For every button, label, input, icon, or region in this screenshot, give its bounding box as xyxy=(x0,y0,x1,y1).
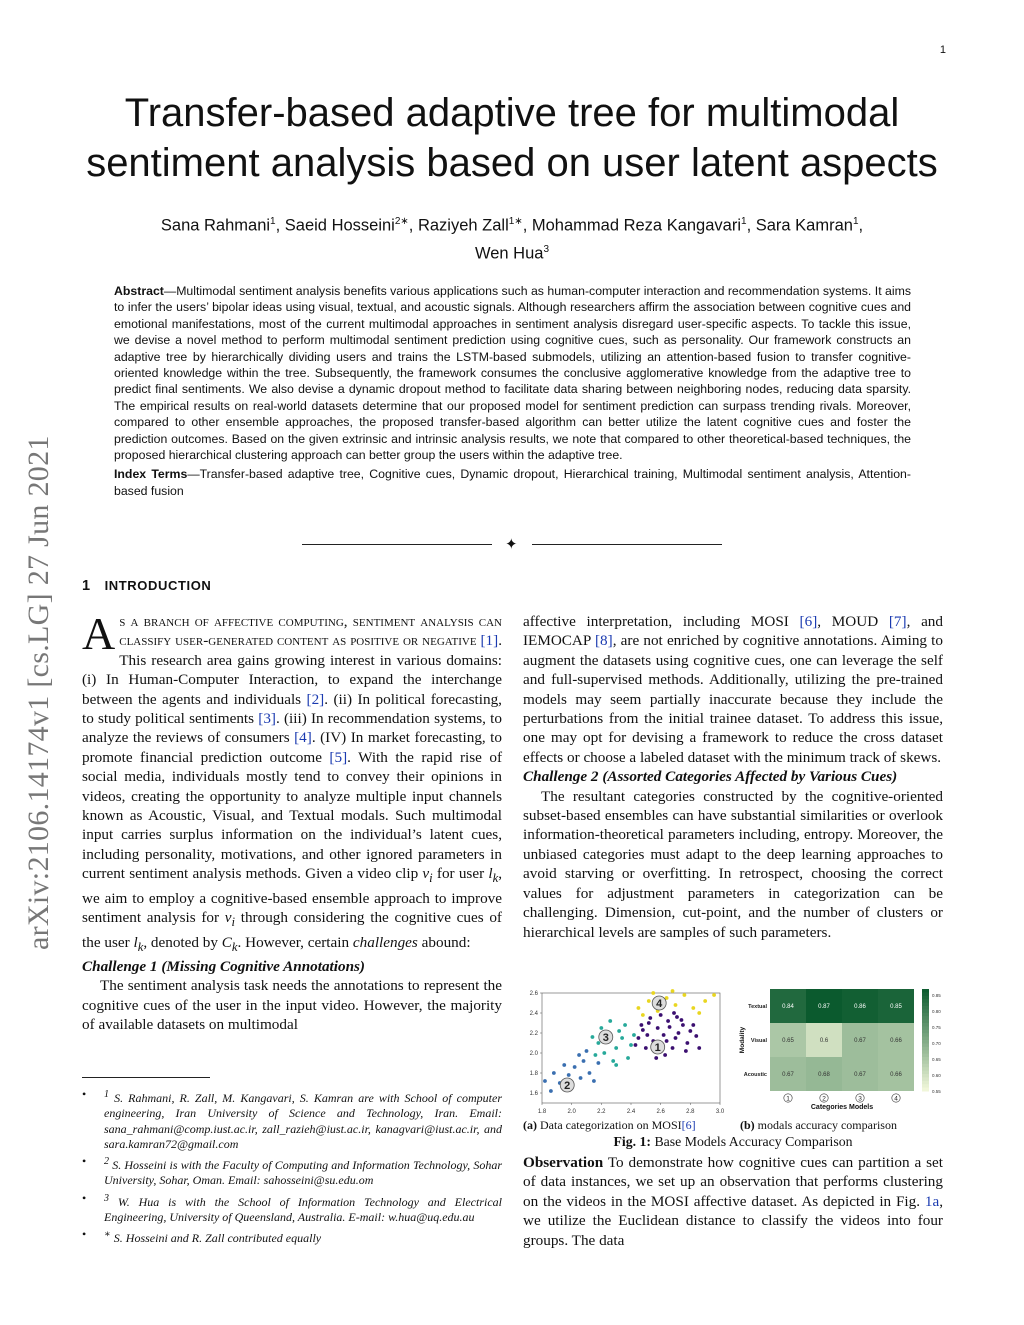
text-span: . However, certain xyxy=(237,933,353,951)
data-point xyxy=(663,1053,667,1057)
text-span: . With the rapid rise of social media, individuals mostly tend to convey their opinions in videos, creating the opportunity to analyze multiple input channels known as Acoustic, Visual, and Textual modals. Such multimodal input carries surplus information on the individual’s latent cues, including personality, motivations, and other ignored parameters in current sentiment analysis methods. Given a video clip xyxy=(82,748,503,883)
data-point xyxy=(691,1023,695,1027)
separator-line xyxy=(532,544,722,545)
citation-link[interactable]: [5] xyxy=(329,748,348,766)
text-span: . This research area gains growing interest in various domains: (i) In Human-Computer Interaction, to expand the interchange between the agents and individuals xyxy=(82,632,502,708)
data-point xyxy=(648,1016,652,1020)
footnote xyxy=(82,1227,502,1246)
text-span: for user xyxy=(432,865,489,883)
colorbar-segment xyxy=(922,1023,929,1027)
data-point xyxy=(647,1021,651,1025)
colorbar-tick-label: 0.60 xyxy=(932,1072,941,1078)
caption-label: (b) xyxy=(740,1118,755,1132)
observation-paragraph xyxy=(523,1153,943,1250)
data-point xyxy=(666,1019,670,1023)
citation-link[interactable]: [3] xyxy=(258,710,276,728)
x-tick-label: 1.8 xyxy=(537,1109,547,1115)
data-point xyxy=(614,1063,618,1067)
colorbar-segment xyxy=(922,1084,929,1088)
column-label: 2 xyxy=(822,1095,826,1103)
footnote xyxy=(82,1191,502,1226)
colorbar-segment xyxy=(922,1057,929,1061)
citation-link[interactable]: [7] xyxy=(888,613,907,630)
text-span: , and IEMOCAP xyxy=(523,613,943,650)
affiliation-marker: 1∗ xyxy=(508,216,523,227)
figure-ref-link[interactable]: 1a xyxy=(924,1192,940,1210)
footnote-marker: 2 xyxy=(104,1156,109,1168)
y-tick-label: 2.4 xyxy=(529,1011,538,1017)
data-point xyxy=(645,1033,649,1037)
footnote-text: W. Hua is with the School of Information Technology and Electrical Engineering, University of Queensland, Australia. E-mail: w.hua@uq.edu.au xyxy=(104,1194,502,1225)
colorbar-segment xyxy=(922,1030,929,1034)
colorbar-segment xyxy=(922,1064,929,1068)
data-point xyxy=(591,1035,595,1039)
data-point xyxy=(639,1023,643,1027)
data-point xyxy=(647,999,651,1003)
colorbar-segment xyxy=(922,1026,929,1030)
data-point xyxy=(632,1033,636,1037)
author-name: Mohammad Reza Kangavari xyxy=(531,216,741,235)
footnote-rule xyxy=(82,1077,210,1078)
colorbar-segment xyxy=(922,1037,929,1041)
caption-label: Fig. 1: xyxy=(613,1134,651,1149)
cluster-label: 3 xyxy=(602,1032,609,1044)
data-point xyxy=(629,1043,633,1047)
column-label: 1 xyxy=(786,1095,790,1103)
colorbar-segment xyxy=(922,1071,929,1075)
data-point xyxy=(688,1029,692,1033)
challenge-heading: Challenge 1 (Missing Cognitive Annotations) xyxy=(82,958,365,975)
data-point xyxy=(683,993,687,997)
cell-value: 0.6 xyxy=(819,1038,829,1044)
math-sub: i xyxy=(231,915,236,930)
abstract-label: Abstract xyxy=(114,284,164,298)
cell-value: 0.85 xyxy=(890,1004,902,1010)
index-terms-label: Index Terms xyxy=(114,467,188,482)
data-point xyxy=(671,989,675,993)
affiliation-marker: 1 xyxy=(741,216,747,227)
caption-text: Data categorization on MOSI xyxy=(537,1118,682,1132)
y-tick-label: 2.0 xyxy=(529,1051,538,1057)
right-column xyxy=(523,612,943,942)
data-point xyxy=(577,1053,581,1057)
cell-value: 0.86 xyxy=(854,1004,866,1010)
data-point xyxy=(552,1071,556,1075)
data-point xyxy=(637,1006,641,1010)
colorbar-segment xyxy=(922,1006,929,1010)
data-point xyxy=(611,1059,615,1063)
citation-link[interactable]: [6] xyxy=(799,613,818,630)
cell-value: 0.87 xyxy=(818,1004,830,1010)
paper-title: Transfer-based adaptive tree for multimodal sentiment analysis based on user latent aspects xyxy=(86,91,938,185)
author-list: Sana Rahmani$^1$, Saeid Hosseini$^{2∗}$, Raziyeh Zall$^{1∗}$, Mohammad Reza Kangavari$^1$, Sara Kamran$^1$, Wen Hua$^3$ xyxy=(160,216,864,262)
colorbar-tick-label: 0.70 xyxy=(932,1040,941,1046)
data-point xyxy=(691,1006,695,1010)
data-point xyxy=(641,1028,645,1032)
text-span: , MOUD xyxy=(817,613,889,630)
data-point xyxy=(684,1049,688,1053)
colorbar-tick-label: 0.80 xyxy=(932,1009,941,1015)
footnote xyxy=(82,1087,502,1152)
cell-value: 0.67 xyxy=(782,1072,794,1078)
y-tick-label: 1.8 xyxy=(529,1071,538,1077)
colorbar-segment xyxy=(922,1077,929,1081)
colorbar-segment xyxy=(922,1081,929,1085)
data-point xyxy=(573,1065,577,1069)
subfigure-caption-a xyxy=(523,1118,696,1133)
data-point xyxy=(674,1003,678,1007)
y-axis-title: Modality xyxy=(739,1026,746,1054)
data-point xyxy=(681,1023,685,1027)
footnote-text: S. Hosseini and R. Zall contributed equally xyxy=(113,1231,322,1246)
data-point xyxy=(585,1049,589,1053)
data-point xyxy=(582,1059,586,1063)
colorbar-segment xyxy=(922,1040,929,1044)
arxiv-identifier: arXiv:2106.14174v1 [cs.LG] 27 Jun 2021 xyxy=(22,435,55,950)
text-span: . (ii) In political forecasting, to study political sentiments xyxy=(82,690,502,728)
page-number: 1 xyxy=(939,44,946,56)
cell-value: 0.67 xyxy=(854,1038,866,1044)
citation-link[interactable]: [8] xyxy=(594,632,613,650)
data-point xyxy=(697,1011,701,1015)
citation-link[interactable]: [6] xyxy=(681,1118,696,1132)
cell-value: 0.65 xyxy=(782,1038,794,1044)
colorbar-segment xyxy=(922,1050,929,1054)
bullet-icon: • xyxy=(82,1227,87,1242)
cell-value: 0.84 xyxy=(782,1004,794,1010)
row-label: Acoustic xyxy=(743,1072,767,1078)
caption-text: Base Models Accuracy Comparison xyxy=(651,1134,853,1149)
data-point xyxy=(626,1056,630,1060)
math-sub: k xyxy=(492,871,499,886)
math-var: l xyxy=(488,865,493,883)
footnote-marker: 3 xyxy=(104,1192,109,1204)
caption-text: modals accuracy comparison xyxy=(754,1118,897,1132)
data-point xyxy=(617,1029,621,1033)
x-tick-label: 2.8 xyxy=(686,1109,695,1115)
data-point xyxy=(677,1031,681,1035)
bullet-icon: • xyxy=(82,1190,87,1205)
data-point xyxy=(592,1079,596,1083)
cluster-label: 2 xyxy=(564,1080,571,1092)
colorbar-segment xyxy=(922,1060,929,1064)
math-symbol xyxy=(488,865,499,886)
data-point xyxy=(567,1073,571,1077)
math-var: C xyxy=(221,933,232,951)
row-label: Visual xyxy=(750,1038,767,1044)
text-span: through considering the cognitive cues of the user xyxy=(82,909,502,951)
data-point xyxy=(703,999,707,1003)
body-paragraph xyxy=(523,612,943,767)
colorbar-segment xyxy=(922,999,929,1003)
math-var: v xyxy=(224,909,232,927)
text-span: . (iii) In recommendation systems, to analyze the reviews of consumers xyxy=(82,710,502,747)
math-var: l xyxy=(133,933,138,951)
colorbar-segment xyxy=(922,1033,929,1037)
challenge-heading: Challenge 2 (Assorted Categories Affected by Various Cues) xyxy=(523,768,898,786)
colorbar-segment xyxy=(922,1013,929,1017)
colorbar-segment xyxy=(922,1009,929,1013)
x-axis-title: Categories Models xyxy=(810,1104,874,1111)
data-point xyxy=(596,1061,600,1065)
bullet-icon: • xyxy=(82,1087,87,1101)
author-name: Sana Rahmani xyxy=(160,216,271,235)
author-name: Saeid Hosseini xyxy=(284,216,395,235)
data-point xyxy=(562,1063,566,1067)
left-column xyxy=(82,608,503,1035)
math-sub: i xyxy=(429,871,433,886)
emphasis: challenges xyxy=(352,933,418,951)
text-span: . (IV) In market forecasting, to promote financial prediction outcome xyxy=(82,729,502,766)
data-point xyxy=(641,1013,645,1017)
x-tick-label: 2.2 xyxy=(597,1109,606,1115)
colorbar-segment xyxy=(922,1043,929,1047)
math-symbol xyxy=(224,909,236,930)
math-sub: k xyxy=(231,939,238,954)
y-tick-label: 2.2 xyxy=(529,1031,538,1037)
y-tick-label: 2.6 xyxy=(529,991,538,997)
affiliation-marker: 2∗ xyxy=(394,216,409,227)
y-tick-label: 1.6 xyxy=(529,1091,538,1097)
row-label: Textual xyxy=(748,1004,767,1010)
citation-link[interactable]: [1] xyxy=(480,632,499,650)
x-tick-label: 2.4 xyxy=(626,1109,636,1115)
colorbar-segment xyxy=(922,989,929,993)
x-tick-label: 2.0 xyxy=(567,1109,576,1115)
colorbar-segment xyxy=(922,1088,929,1092)
x-tick-label: 2.6 xyxy=(656,1109,665,1115)
author-name: Raziyeh Zall xyxy=(417,216,509,235)
citation-link[interactable]: [4] xyxy=(294,729,312,747)
math-sub: k xyxy=(137,939,144,954)
data-point xyxy=(712,993,716,997)
colorbar-tick-label: 0.85 xyxy=(932,993,941,999)
footnotes xyxy=(82,1087,502,1249)
affiliation-marker: 1 xyxy=(270,216,276,227)
data-point xyxy=(543,1079,547,1083)
text-span: , are not enriched by cognitive annotations. Aiming to augment the datasets using cognitive cues, one can leverage the self and full-supervised methods. Additionally, utilizing the pre-trained models may seem partially inaccurate because they include the perturbations from the initial trainee dataset. To address this issue, one may opt for devising a framework to reduce the cross dataset effects or choose a labeled dataset with the minimum track of skews. xyxy=(523,632,943,766)
footnote-marker: 1 xyxy=(104,1089,109,1100)
scatter-chart xyxy=(520,985,728,1117)
data-point xyxy=(620,1036,624,1040)
author-name: Sara Kamran xyxy=(755,216,853,235)
footnote-marker: ∗ xyxy=(104,1229,111,1241)
section-separator xyxy=(302,537,722,553)
separator-line xyxy=(302,544,492,545)
data-point xyxy=(659,1013,663,1017)
drop-cap: A xyxy=(82,608,116,659)
data-point xyxy=(674,1036,678,1040)
data-point xyxy=(656,1026,660,1030)
data-point xyxy=(623,1023,627,1027)
colorbar-segment xyxy=(922,1074,929,1078)
colorbar-segment xyxy=(922,1067,929,1071)
x-tick-label: 3.0 xyxy=(715,1109,725,1115)
colorbar-segment xyxy=(922,1003,929,1007)
figure-caption xyxy=(523,1134,943,1150)
data-point xyxy=(665,1039,669,1043)
body-paragraph: The sentiment analysis task needs the annotations to represent the cognitive cues of the user in the input video. However, the majority of available datasets on multimodal xyxy=(82,977,502,1034)
text-span: , we aim to employ a cognitive-based ensemble approach to improve sentiment analysis for xyxy=(82,865,503,927)
cell-value: 0.66 xyxy=(890,1072,902,1078)
subfigure-caption-b xyxy=(740,1118,897,1133)
data-point xyxy=(637,1036,641,1040)
data-point xyxy=(672,1011,676,1015)
section-heading xyxy=(82,578,211,594)
body-paragraph: The resultant categories constructed by the cognitive-oriented subset-based ensembles can have substantial similarities or overlook information-theoretical parameters including, entropy. Moreover, the unbiased categories must adapt to the deep learning approaches to avoid starving or overfitting. In retrospect, choosing the correct values for adjustment parameters in categorization can be challenging. Dimension, cut-point, and the number of clusters or hierarchical levels are samples of such parameters. xyxy=(523,787,943,941)
cell-value: 0.67 xyxy=(854,1072,866,1078)
data-point xyxy=(594,1053,598,1057)
data-point xyxy=(685,1041,689,1045)
intro-paragraph xyxy=(82,608,503,957)
data-point xyxy=(668,1025,672,1029)
star-icon: ✦ xyxy=(505,537,518,553)
colorbar-segment xyxy=(922,996,929,1000)
data-point xyxy=(579,1076,583,1080)
data-point xyxy=(680,1018,684,1022)
text-span: abound: xyxy=(417,933,471,951)
colorbar-segment xyxy=(922,1016,929,1020)
cluster-label: 1 xyxy=(654,1042,661,1054)
data-point xyxy=(549,1089,553,1093)
math-symbol xyxy=(221,933,238,954)
citation-link[interactable]: [2] xyxy=(306,690,325,708)
colorbar-tick-label: 0.65 xyxy=(932,1056,941,1062)
colorbar-segment xyxy=(922,1020,929,1024)
text-span: affective interpretation, including MOSI xyxy=(523,613,800,630)
data-point xyxy=(697,1046,701,1050)
bullet-icon: • xyxy=(82,1154,87,1169)
text-span: , denoted by xyxy=(143,933,222,951)
data-point xyxy=(694,1034,698,1038)
colorbar-tick-label: 0.75 xyxy=(932,1025,941,1031)
data-point xyxy=(651,991,655,995)
data-point xyxy=(671,1046,675,1050)
column-label: 4 xyxy=(894,1095,898,1103)
data-point xyxy=(634,1043,638,1047)
column-label: 3 xyxy=(858,1095,862,1103)
section-number: 1 xyxy=(82,578,91,594)
colorbar-segment xyxy=(922,1047,929,1051)
paragraph-heading: Observation xyxy=(523,1154,604,1171)
data-point xyxy=(588,1071,592,1075)
footnote-text: S. Hosseini is with the Faculty of Computing and Information Technology, Sohar University, Sohar, Oman. Email: sahosseini@su.edu.om xyxy=(104,1158,503,1188)
section-title: INTRODUCTION xyxy=(104,578,212,593)
text-span: , we utilize the Euclidean distance to classify the videos into four groups. The data xyxy=(523,1192,943,1249)
data-point xyxy=(662,1033,666,1037)
math-symbol xyxy=(422,865,433,886)
data-point xyxy=(614,1046,618,1050)
affiliation-marker: 3 xyxy=(543,243,550,255)
abstract: Abstract—Multimodal sentiment analysis benefits various applications such as human-computer interaction and recommendation systems. It aims to infer the users’ bipolar ideas using visual, textual, and acoustic signals. Although researchers affirm the association between cognitive cues and emotional manifestations, most of the current multimodal approaches in sentiment analysis disregard user-specific aspects. To tackle this issue, we devise a novel method to perform multimodal sentiment prediction using cognitive cues, such as personality. Our framework constructs an adaptive tree by hierarchically dividing users and trains the LSTM-based submodels, utilizing an attention-based fusion to transfer cognitive-oriented knowledge within the tree. Subsequently, the framework consumes the conclusive agglomerative knowledge from the adaptive tree to predict final sentiments. We also devise a dynamic dropout method to facilitate data sharing between neighboring nodes, reducing data sparsity. The empirical results on real-world datasets determine that our proposed model for sentiment prediction can surpass trending rivals. Moreover, compared to other ensemble approaches, the proposed transfer-based algorithm can better utilize the latent cognitive cues and foster the prediction outcomes. Based on the given extrinsic and intrinsic analysis results, we note that compared to other theoretical-based techniques, the proposed hierarchical clustering approach can better group the users within the adaptive tree. Index Terms—Transfer-based adaptive tree, Cognitive cues, Dynamic dropout, Hierarchical training, Multimodal sentiment analysis, Attention-based fusion xyxy=(114,284,911,498)
text-span: s a branch of affective computing, sentiment analysis can classify user-generated content as positive or negative xyxy=(119,613,502,650)
footnote xyxy=(82,1154,502,1189)
math-var: v xyxy=(422,865,430,883)
footnote-text: S. Rahmani, R. Zall, M. Kangavari, S. Kamran are with School of computer engineering, Iran University of Science and Technology, Iran. Email: sana_rahmani@comp.iust.ac.ir, zall_razieh@iust.ac.ir, kanagvari@iust.ac.ir, and sara.kamran72@gmail.com xyxy=(104,1091,502,1151)
data-point xyxy=(596,1041,600,1045)
affiliation-marker: 1 xyxy=(852,216,859,227)
abstract-text: Multimodal sentiment analysis benefits various applications such as human-computer interaction and recommendation systems. It aims to infer the users’ bipolar ideas using visual, textual, and acoustic signals. Although researchers affirm the association between cognitive cues and emotional manifestations, most of the current multimodal approaches in sentiment analysis disregard user-specific aspects. To tackle this issue, we devise a novel method to perform multimodal sentiment prediction using cognitive cues, such as personality. Our framework constructs an adaptive tree by hierarchically dividing users and trains the LSTM-based submodels, utilizing an attention-based fusion to transfer cognitive-oriented knowledge within the tree. Subsequently, the framework consumes the conclusive agglomerative knowledge from the adaptive tree to predict final sentiments. We also devise a dynamic dropout method to facilitate data sharing between neighboring nodes, reducing data sparsity. The empirical results on real-world datasets determine that our proposed model for sentiment prediction can surpass trending rivals. Moreover, compared to other ensemble approaches, the proposed transfer-based algorithm can better utilize the latent cognitive cues and foster the prediction outcomes. Based on the given extrinsic and intrinsic analysis results, we note that compared to other theoretical-based techniques, the proposed hierarchical clustering approach can better group the users within the adaptive tree. xyxy=(114,284,911,463)
caption-label: (a) xyxy=(523,1118,537,1132)
heatmap-chart xyxy=(730,985,946,1117)
text-span: To demonstrate how cognitive cues can partition a set of data instances, we set up an observation that performs clustering on the videos in the MOSI affective dataset. As depicted in Fig. xyxy=(523,1154,943,1210)
cell-value: 0.68 xyxy=(818,1072,830,1078)
author-name: Wen Hua xyxy=(474,244,544,262)
data-point xyxy=(599,1026,603,1030)
data-point xyxy=(644,1046,648,1050)
data-point xyxy=(608,1019,612,1023)
colorbar-segment xyxy=(922,1054,929,1058)
data-point xyxy=(675,1015,679,1019)
data-point xyxy=(602,1051,606,1055)
colorbar-segment xyxy=(922,992,929,996)
cell-value: 0.66 xyxy=(890,1038,902,1044)
math-symbol xyxy=(133,933,144,954)
cluster-label: 4 xyxy=(656,998,663,1010)
index-terms-text: Transfer-based adaptive tree, Cognitive cues, Dynamic dropout, Hierarchical training, Multimodal sentiment analysis, Attention-based fusion xyxy=(114,467,911,498)
figure-1 xyxy=(520,985,946,1125)
data-point xyxy=(654,1056,658,1060)
colorbar-tick-label: 0.55 xyxy=(932,1088,941,1094)
